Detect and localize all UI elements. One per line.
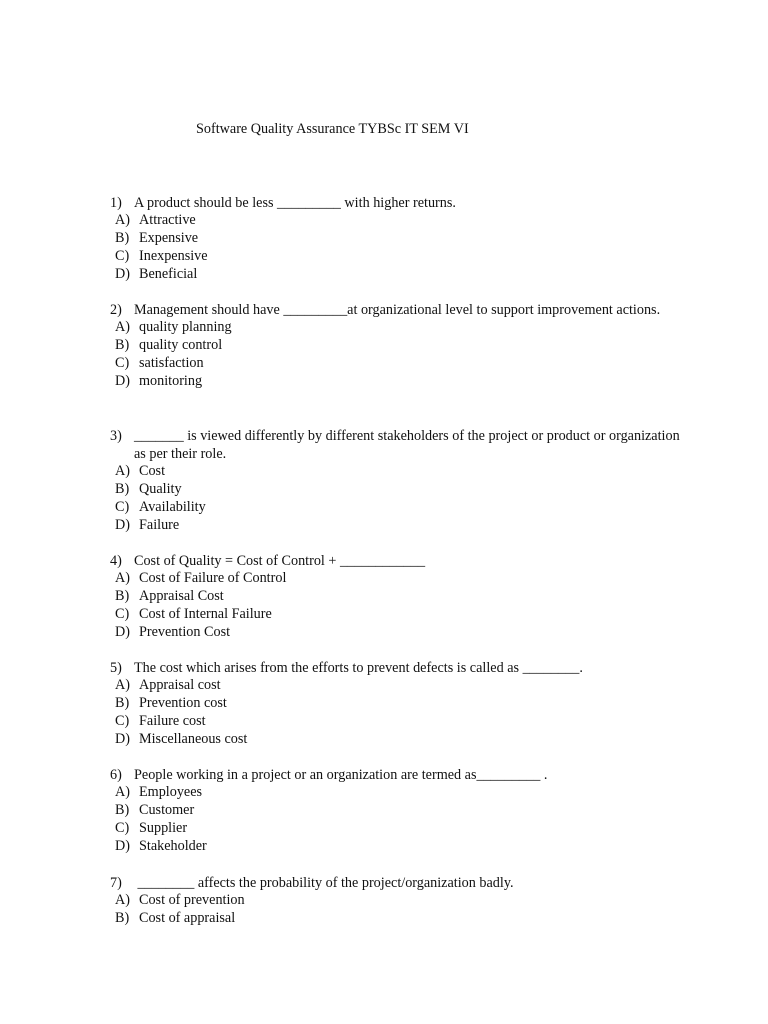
option-text: monitoring	[139, 372, 203, 389]
option-b	[110, 481, 680, 499]
option-letter: C)	[115, 819, 130, 836]
option-letter: A)	[115, 570, 130, 586]
option-text: Appraisal Cost	[139, 587, 224, 604]
option-text: Stakeholder	[139, 837, 207, 854]
question-text: The cost which arises from the efforts to prevent defects is called as ________.	[134, 660, 583, 676]
question-text: _______ is viewed differently by different stakeholders of the project or product or organization as per their role.	[134, 428, 684, 462]
option-c	[110, 606, 680, 624]
option-c	[110, 499, 680, 517]
option-text: Inexpensive	[139, 247, 208, 264]
option-d	[110, 517, 680, 535]
option-text: Attractive	[139, 212, 196, 228]
option-text: Availability	[139, 498, 206, 515]
question-text: ________ affects the probability of the project/organization badly.	[134, 875, 514, 891]
option-letter: B)	[115, 694, 130, 711]
question-number: 5)	[110, 660, 122, 676]
option-letter: D)	[115, 516, 130, 533]
option-list	[110, 570, 680, 642]
option-a	[110, 212, 680, 230]
option-text: Failure cost	[139, 712, 206, 729]
option-letter: B)	[115, 480, 130, 497]
option-d	[110, 731, 680, 749]
option-letter: A)	[115, 892, 130, 908]
option-letter: A)	[115, 319, 130, 335]
option-letter: A)	[115, 677, 130, 693]
option-d	[110, 838, 680, 856]
option-letter: D)	[115, 372, 130, 389]
option-a	[110, 892, 680, 910]
option-letter: B)	[115, 229, 130, 246]
option-a	[110, 463, 680, 481]
question-4	[110, 552, 680, 642]
option-letter: C)	[115, 605, 130, 622]
question-text: A product should be less _________ with higher returns.	[134, 195, 456, 211]
option-text: Miscellaneous cost	[139, 730, 248, 747]
option-c	[110, 820, 680, 838]
option-letter: C)	[115, 498, 130, 515]
option-letter: C)	[115, 354, 130, 371]
option-a	[110, 319, 680, 337]
option-text: Cost of appraisal	[139, 909, 236, 926]
option-a	[110, 784, 680, 802]
option-letter: B)	[115, 336, 130, 353]
question-1	[110, 194, 680, 284]
question-6	[110, 766, 680, 856]
option-text: Cost of Failure of Control	[139, 570, 287, 586]
option-letter: D)	[115, 730, 130, 747]
option-text: Failure	[139, 516, 180, 533]
option-c	[110, 713, 680, 731]
option-text: Appraisal cost	[139, 677, 221, 693]
option-letter: B)	[115, 587, 130, 604]
option-letter: D)	[115, 837, 130, 854]
option-text: quality planning	[139, 319, 232, 335]
option-text: Prevention Cost	[139, 623, 231, 640]
option-text: Expensive	[139, 229, 199, 246]
question-number: 6)	[110, 767, 122, 783]
option-d	[110, 624, 680, 642]
question-7	[110, 874, 680, 928]
question-text: Management should have _________at organizational level to support improvement actions.	[134, 302, 661, 318]
option-letter: A)	[115, 463, 130, 479]
option-b	[110, 230, 680, 248]
option-letter: C)	[115, 712, 130, 729]
question-text: Cost of Quality = Cost of Control + ____________	[134, 553, 426, 569]
option-text: Supplier	[139, 819, 188, 836]
option-list	[110, 319, 680, 391]
option-a	[110, 677, 680, 695]
option-d	[110, 266, 680, 284]
option-list	[110, 892, 680, 928]
document-title: Software Quality Assurance TYBSc IT SEM VI	[196, 121, 469, 137]
option-b	[110, 695, 680, 713]
question-number: 1)	[110, 195, 122, 211]
option-letter: B)	[115, 801, 130, 818]
option-letter: C)	[115, 247, 130, 264]
option-list	[110, 677, 680, 749]
option-c	[110, 248, 680, 266]
option-letter: B)	[115, 909, 130, 926]
option-b	[110, 910, 680, 928]
option-letter: D)	[115, 623, 130, 640]
option-list	[110, 463, 680, 535]
option-text: satisfaction	[139, 354, 204, 371]
question-number: 4)	[110, 553, 122, 569]
option-text: quality control	[139, 336, 223, 353]
option-list	[110, 212, 680, 284]
option-d	[110, 373, 680, 391]
question-text: People working in a project or an organization are termed as_________ .	[134, 767, 548, 783]
option-text: Prevention cost	[139, 694, 227, 711]
option-text: Cost of prevention	[139, 892, 245, 908]
option-text: Employees	[139, 784, 203, 800]
question-number: 3)	[110, 428, 122, 444]
question-5	[110, 659, 680, 749]
question-number: 7)	[110, 875, 122, 891]
option-b	[110, 337, 680, 355]
option-text: Quality	[139, 480, 182, 497]
option-letter: A)	[115, 784, 130, 800]
option-list	[110, 784, 680, 856]
option-c	[110, 355, 680, 373]
option-b	[110, 588, 680, 606]
question-2	[110, 301, 680, 391]
option-text: Cost of Internal Failure	[139, 605, 272, 622]
question-number: 2)	[110, 302, 122, 318]
option-letter: A)	[115, 212, 130, 228]
option-b	[110, 802, 680, 820]
option-text: Beneficial	[139, 265, 198, 282]
option-letter: D)	[115, 265, 130, 282]
option-text: Customer	[139, 801, 195, 818]
question-3	[110, 427, 684, 535]
option-a	[110, 570, 680, 588]
option-text: Cost	[139, 463, 166, 479]
